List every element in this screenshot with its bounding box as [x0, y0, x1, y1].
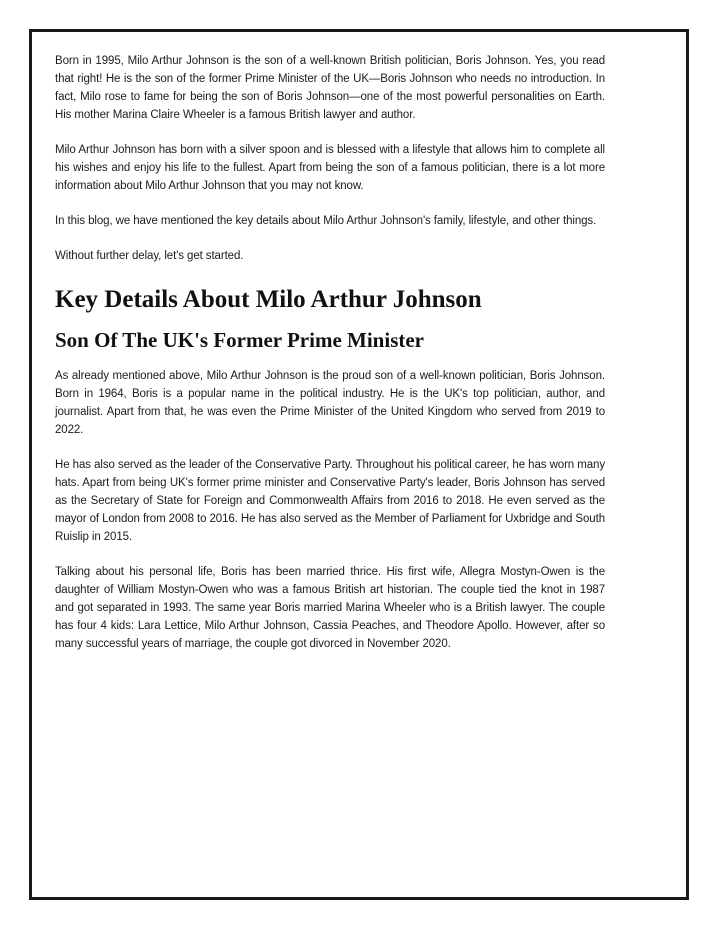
section-paragraph-1: As already mentioned above, Milo Arthur Johnson is the proud son of a well-known politician, Boris Johnson. Born in 1964, Boris is a popular name in the political industry. He is the UK's top politician, author, and journalist. Apart from that, he was even the Prime Minister of the United Kingdom who served from 2019 to 2022. [55, 370, 605, 436]
section-heading: Key Details About Milo Arthur Johnson [55, 286, 482, 313]
section-subheading: Son Of The UK's Former Prime Minister [55, 328, 424, 352]
intro-paragraph-3: In this blog, we have mentioned the key details about Milo Arthur Johnson's family, lifestyle, and other things. [55, 215, 597, 227]
document-body [55, 52, 605, 670]
section-paragraph-3: Talking about his personal life, Boris has been married thrice. His first wife, Allegra Mostyn-Owen is the daughter of William Mostyn-Owen who was a famous British art historian. The couple tied the knot in 1987 and got separated in 1993. The same year Boris married Marina Wheeler who is a British lawyer. The couple has four 4 kids: Lara Lettice, Milo Arthur Johnson, Cassia Peaches, and Theodore Apollo. However, after so many successful years of marriage, the couple got divorced in November 2020. [55, 566, 605, 650]
section-paragraph-2: He has also served as the leader of the Conservative Party. Throughout his political career, he has worn many hats. Apart from being UK's former prime minister and Conservative Party's leader, Boris Johnson has served as the Secretary of State for Foreign and Commonwealth Affairs from 2016 to 2018. He even served as the mayor of London from 2008 to 2016. He has also served as the Member of Parliament for Uxbridge and South Ruislip in 2015. [55, 459, 605, 543]
intro-paragraph-1: Born in 1995, Milo Arthur Johnson is the son of a well-known British politician, Boris Johnson. Yes, you read that right! He is the son of the former Prime Minister of the UK—Boris Johnson who needs no introduction. In fact, Milo rose to fame for being the son of Boris Johnson—one of the most powerful personalities on Earth. His mother Marina Claire Wheeler is a famous British lawyer and author. [55, 55, 605, 121]
intro-paragraph-2: Milo Arthur Johnson has born with a silver spoon and is blessed with a lifestyle that allows him to complete all his wishes and enjoy his life to the fullest. Apart from being the son of a famous politician, there is a lot more information about Milo Arthur Johnson that you may not know. [55, 144, 605, 192]
intro-paragraph-4: Without further delay, let's get started. [55, 250, 244, 262]
